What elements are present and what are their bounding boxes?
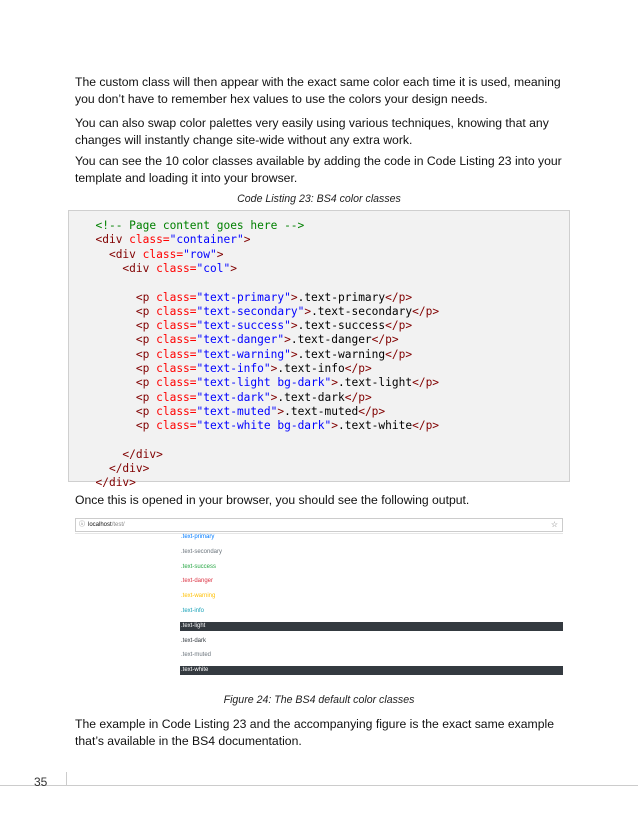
code-token: > xyxy=(270,390,278,404)
code-token: </p> xyxy=(385,290,413,304)
code-token: "text-light bg-dark" xyxy=(196,376,332,390)
code-token: > xyxy=(331,419,338,433)
code-token: "col" xyxy=(196,261,231,275)
code-token: class= xyxy=(129,233,170,247)
code-token: <p xyxy=(135,333,157,347)
code-token: <div xyxy=(122,261,157,275)
code-token: class= xyxy=(156,376,197,390)
code-token: > xyxy=(290,347,298,361)
browser-output-screenshot xyxy=(75,518,563,678)
code-token: "text-secondary" xyxy=(196,304,305,318)
code-token: </div> xyxy=(122,447,163,461)
code-token: > xyxy=(304,304,312,318)
color-class-demo: .text-warning xyxy=(181,593,216,600)
code-token: <p xyxy=(135,362,157,375)
address-bar xyxy=(75,518,563,532)
code-token: <div xyxy=(95,233,130,247)
code-token: </p> xyxy=(412,419,440,433)
code-token: "text-white bg-dark" xyxy=(196,419,332,433)
code-token: > xyxy=(243,233,251,247)
code-token: "text-dark" xyxy=(196,390,271,404)
paragraph-bs4-docs: The example in Code Listing 23 and the accompanying figure is the exact same example that’s available in the BS4 documentation. xyxy=(75,717,554,748)
code-token: class= xyxy=(156,319,197,333)
footer-notch xyxy=(66,772,67,786)
code-token: <p xyxy=(135,347,157,361)
code-token: class= xyxy=(156,304,197,318)
info-icon: ⓘ xyxy=(79,522,86,528)
code-token: class= xyxy=(156,390,197,404)
code-token: > xyxy=(290,319,298,333)
code-token: class= xyxy=(156,333,197,347)
color-class-demo: .text-primary xyxy=(181,534,215,540)
code-token: <p xyxy=(135,319,157,333)
code-token: class= xyxy=(156,362,197,375)
code-token: <p xyxy=(135,304,157,318)
code-token: class= xyxy=(156,347,197,361)
paragraph-color-classes: You can see the 10 color classes available by adding the code in Code Listing 23 into your template and loading it into your browser. xyxy=(75,154,562,185)
code-token: > xyxy=(270,362,278,375)
code-token: <p xyxy=(135,290,157,304)
code-listing-caption: Code Listing 23: BS4 color classes xyxy=(237,193,401,205)
code-token: class= xyxy=(156,419,197,433)
code-token: "text-muted" xyxy=(196,404,278,418)
figure-caption: Figure 24: The BS4 default color classes xyxy=(223,694,415,706)
code-token: class= xyxy=(156,290,197,304)
code-line xyxy=(82,261,237,277)
code-token: > xyxy=(216,247,224,261)
code-token: "text-danger" xyxy=(196,333,285,347)
code-token: .text-success xyxy=(297,319,386,333)
code-token: class= xyxy=(142,247,184,261)
code-token: class= xyxy=(156,404,197,418)
code-token: .text-info xyxy=(277,362,345,375)
footer-divider xyxy=(0,785,638,786)
code-token: .text-danger xyxy=(290,333,372,347)
code-token: > xyxy=(230,261,237,275)
code-token: "text-primary" xyxy=(196,290,291,304)
code-token: .text-light xyxy=(338,376,413,390)
code-token: > xyxy=(290,290,298,304)
code-token: <p xyxy=(135,419,157,433)
color-class-demo: .text-light xyxy=(180,622,563,631)
code-token: .text-white xyxy=(338,419,413,433)
color-class-demo: .text-white xyxy=(180,666,563,675)
code-token: </p> xyxy=(412,304,440,318)
code-token: </div> xyxy=(95,476,136,490)
paragraph-swap-palettes: You can also swap color palettes very easily using various techniques, knowing that any changes will instantly change site-wide without any extra work. xyxy=(75,116,549,147)
address-url: localhost/test/ xyxy=(88,522,125,528)
code-token: "text-success" xyxy=(196,319,291,333)
code-token: "text-warning" xyxy=(196,347,291,361)
paragraph-custom-class: The custom class will then appear with the exact same color each time it is used, meaning you don’t have to remember hex values to use the colors your design needs. xyxy=(75,75,561,106)
color-class-demo: .text-success xyxy=(181,563,217,570)
code-token: .text-secondary xyxy=(311,304,413,318)
code-token: "text-info" xyxy=(196,362,271,375)
code-token: </p> xyxy=(344,390,372,404)
code-token: </p> xyxy=(371,333,399,347)
paragraph-output-intro: Once this is opened in your browser, you should see the following output. xyxy=(75,493,470,507)
code-token: </p> xyxy=(385,319,413,333)
color-class-demo: .text-muted xyxy=(181,652,212,659)
color-class-demo: .text-danger xyxy=(181,578,214,585)
star-icon: ☆ xyxy=(550,520,558,529)
code-token: .text-dark xyxy=(277,390,345,404)
code-token: .text-warning xyxy=(297,347,386,361)
code-line xyxy=(82,475,136,491)
code-token: </p> xyxy=(385,347,413,361)
code-line xyxy=(82,418,439,434)
code-token: .text-muted xyxy=(284,404,359,418)
code-token: > xyxy=(284,333,291,347)
code-token: <p xyxy=(135,376,157,390)
code-token: .text-primary xyxy=(297,290,386,304)
code-listing xyxy=(68,210,570,490)
code-token: <p xyxy=(135,404,157,418)
page-number: 35 xyxy=(34,775,48,789)
code-token: > xyxy=(331,376,338,390)
color-class-demo: .text-info xyxy=(181,608,205,614)
code-token: </div> xyxy=(108,462,150,476)
color-class-demo: .text-secondary xyxy=(181,548,223,555)
color-class-demo: .text-dark xyxy=(181,637,207,644)
code-token: <div xyxy=(108,247,143,261)
code-token: > xyxy=(277,404,285,418)
code-token: "row" xyxy=(183,247,217,261)
code-token: <p xyxy=(135,390,157,404)
code-token: </p> xyxy=(358,404,386,418)
code-token: </p> xyxy=(344,362,372,375)
code-token: </p> xyxy=(412,376,440,390)
code-token: <!-- Page content goes here --> xyxy=(95,219,305,232)
code-token: "container" xyxy=(169,233,244,247)
code-token: class= xyxy=(156,261,197,275)
